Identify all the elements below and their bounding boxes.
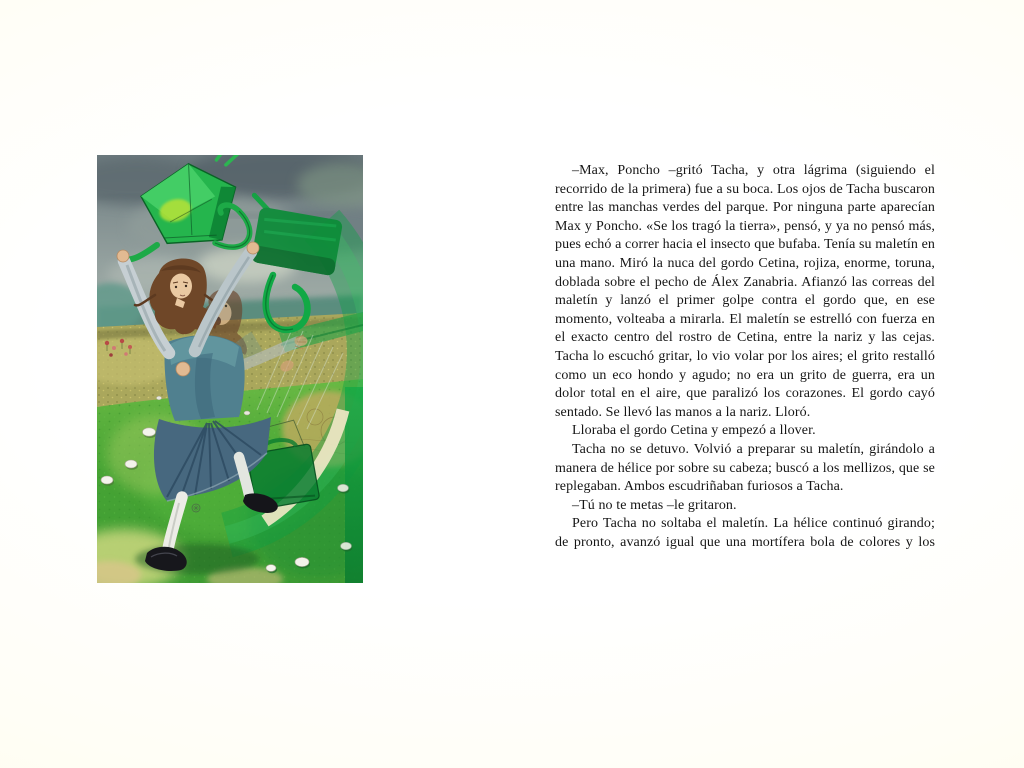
paragraph-5: Pero Tacha no soltaba el maletín. La hélice continuó girando; de pronto, avanzó igual que una mortífera bola de colores y los xyxy=(555,516,935,550)
paragraph-3: Tacha no se detuvo. Volvió a preparar su maletín, girándolo a manera de hélice por sobre su cabeza; buscó a los mellizos, que se replegaban. Ambos escudriñaban furiosos a Tacha. xyxy=(555,441,935,495)
illustration-art xyxy=(97,155,363,583)
paragraph-2: Lloraba el gordo Cetina y empezó a llover. xyxy=(572,423,816,439)
story-text xyxy=(555,162,935,552)
right-page xyxy=(512,0,1024,768)
artist-monogram xyxy=(192,504,200,512)
paragraph-4: –Tú no te metas –le gritaron. xyxy=(572,497,737,513)
illustration xyxy=(97,155,363,583)
paragraph-1: –Max, Poncho –gritó Tacha, y otra lágrima (siguiendo el recorrido de la primera) fue a su boca. Los ojos de Tacha buscaron entre las manchas verdes del parque. Por ninguna parte aparecían Max y Poncho. «Se los tragó la tierra», pensó, y ya no pensó más, pues echó a correr hacia el insecto que bufaba. Tenía su maletín en una mano. Miró la nuca del gordo Cetina, rojiza, enorme, toruna, doblada sobre el pecho de Álex Zanabria. Afianzó las correas del maletín y lanzó el primer golpe contra el gordo que, en ese momento, volteaba a mirarla. El maletín se estrelló con fuerza en el exacto centro del rostro de Cetina, entre la nariz y las cejas. Tacha lo escuchó gritar, lo vio volar por los aires; el grito restalló como un eco hondo y agudo; no era un grito de guerra, era un dolor total en el aire, que paralizó los corazones. El gordo cayó sentado. Se llevó las manos a la nariz. Lloró. xyxy=(555,163,935,420)
